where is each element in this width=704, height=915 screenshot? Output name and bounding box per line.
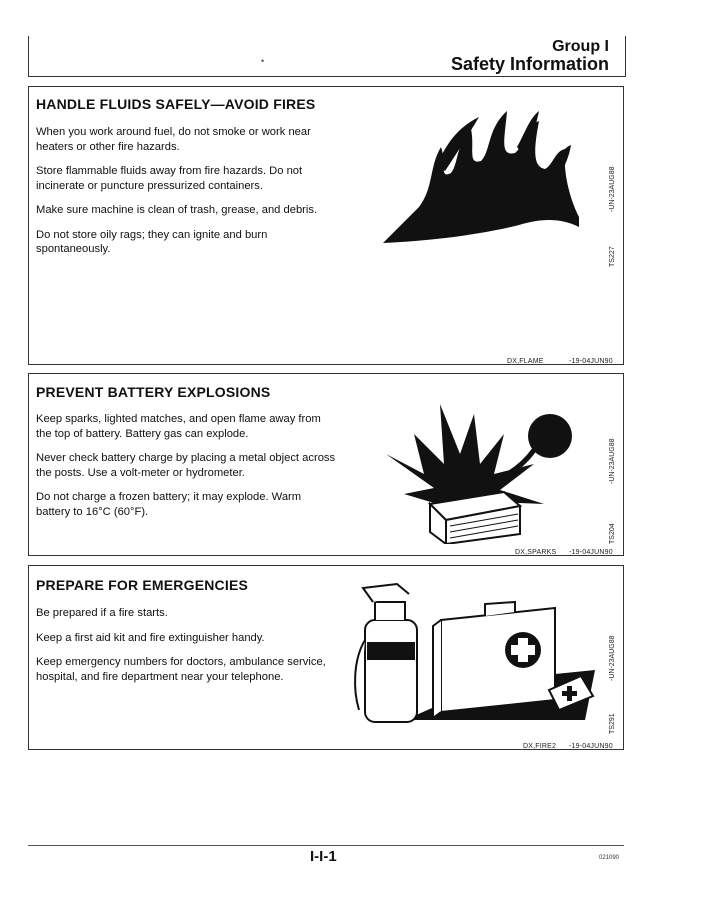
paragraph: Never check battery charge by placing a metal object across the posts. Use a volt-meter or hydrometer. — [36, 452, 336, 479]
battery-spark-icon — [384, 394, 584, 544]
paragraph: Do not charge a frozen battery; it may explode. Warm battery to 16°C (60°F). — [36, 491, 302, 518]
section-body — [36, 606, 336, 694]
fluids-section — [28, 86, 624, 365]
figure-code: TS227 — [609, 246, 616, 267]
battery-section — [28, 373, 624, 556]
print-code: 021090 — [599, 855, 620, 861]
figure-code: TS204 — [609, 523, 616, 544]
section-title: PREVENT BATTERY EXPLOSIONS — [36, 384, 271, 400]
figure-date: -UN-23AUG88 — [609, 166, 616, 212]
paragraph: Keep sparks, lighted matches, and open flame away from the top of battery. Battery gas can explode. — [36, 413, 321, 440]
extinguisher-firstaid-icon — [345, 580, 595, 730]
emergency-section — [28, 565, 624, 750]
paragraph: Keep a first aid kit and fire extinguisher handy. — [36, 631, 265, 644]
paragraph: Make sure machine is clean of trash, grease, and debris. — [36, 204, 318, 216]
speck: • — [261, 56, 265, 66]
caption-date: -19-04JUN90 — [569, 743, 613, 750]
caption-code: DX,FLAME — [507, 358, 544, 365]
flame-icon — [379, 107, 589, 247]
section-body — [36, 412, 336, 529]
page-number: I-I-1 — [310, 848, 337, 865]
paragraph: Do not store oily rags; they can ignite and burn spontaneously. — [36, 228, 268, 255]
figure-date: -UN-23AUG88 — [609, 438, 616, 484]
group-label: Group I — [552, 38, 609, 55]
footer-rule — [28, 845, 624, 846]
figure-date: -UN-23AUG88 — [609, 635, 616, 681]
page-header — [28, 36, 626, 77]
paragraph: Be prepared if a fire starts. — [36, 607, 168, 619]
caption-code: DX,FIRE2 — [523, 743, 557, 750]
section-title: PREPARE FOR EMERGENCIES — [36, 577, 249, 593]
paragraph: When you work around fuel, do not smoke or work near heaters or other fire hazards. — [36, 126, 311, 153]
section-label: Safety Information — [450, 54, 609, 74]
paragraph: Keep emergency numbers for doctors, ambulance service, hospital, and fire department near your telephone. — [36, 656, 326, 683]
caption-code: DX,SPARKS — [515, 549, 557, 556]
section-title: HANDLE FLUIDS SAFELY—AVOID FIRES — [36, 96, 316, 112]
figure-code: TS291 — [609, 713, 616, 734]
section-body — [36, 125, 336, 267]
caption-date: -19-04JUN90 — [569, 358, 613, 365]
caption-date: -19-04JUN90 — [569, 549, 613, 556]
paragraph: Store flammable fluids away from fire hazards. Do not incinerate or puncture pressurized containers. — [36, 165, 303, 192]
